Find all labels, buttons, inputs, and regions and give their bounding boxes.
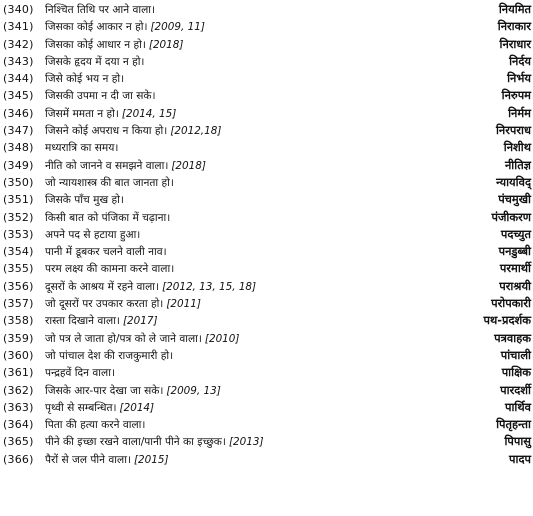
entry-phrase	[45, 332, 239, 346]
entry-phrase	[45, 418, 148, 432]
list-item	[3, 452, 531, 469]
one-word-substitute: निरपराध	[495, 123, 531, 138]
phrase-text: पानी में डूबकर चलने वाली नाव।	[45, 246, 167, 259]
one-word-substitute: पितृहन्ता	[496, 417, 531, 432]
entry-number: (365)	[3, 435, 34, 449]
exam-year-reference: [2014]	[119, 401, 155, 414]
one-word-substitute: पाक्षिक	[501, 365, 531, 380]
one-word-substitute: निर्दय	[509, 53, 531, 68]
entry-phrase	[45, 193, 127, 207]
one-word-substitute: पराश्रयी	[499, 278, 531, 293]
list-item	[3, 279, 531, 296]
list-item	[3, 88, 531, 105]
entry-number: (346)	[3, 106, 34, 120]
one-word-substitute: नीतिज्ञ	[504, 157, 531, 172]
entry-number: (348)	[3, 141, 34, 155]
entry-number: (363)	[3, 400, 34, 414]
entry-phrase	[45, 55, 147, 69]
entry-number: (355)	[3, 262, 34, 276]
entry-phrase	[45, 280, 256, 294]
entry-number: (350)	[3, 175, 34, 189]
phrase-text: जिसने कोई अपराध न किया हो।	[45, 125, 168, 138]
entry-number: (358)	[3, 314, 34, 328]
phrase-text: जो दूसरों पर उपकार करता हो।	[45, 298, 164, 311]
phrase-text: नीति को जानने व समझने वाला।	[45, 159, 169, 172]
entry-phrase	[45, 89, 159, 103]
phrase-text: पृथ्वी से सम्बन्धित।	[45, 401, 117, 414]
list-item	[3, 175, 531, 192]
entry-number: (357)	[3, 297, 34, 311]
document-page	[3, 2, 531, 469]
exam-year-reference: [2014, 15]	[121, 107, 177, 120]
phrase-text: जिसके हृदय में दया न हो।	[45, 55, 145, 68]
list-item	[3, 261, 531, 278]
one-word-substitute: पारदर्शी	[500, 382, 531, 397]
list-item	[3, 244, 531, 261]
list-item	[3, 383, 531, 400]
exam-year-reference: [2012,18]	[170, 125, 222, 138]
exam-year-reference: [2011]	[166, 298, 201, 311]
exam-year-reference: [2010]	[204, 332, 240, 345]
phrase-text: जो पत्र ले जाता हो/पत्र को ले जाने वाला।	[45, 332, 202, 345]
phrase-text: जिसमें ममता न हो।	[45, 107, 119, 120]
entry-phrase	[45, 453, 169, 467]
phrase-text: जिसका कोई आधार न हो।	[45, 38, 146, 51]
one-word-substitute: परमार्थी	[499, 261, 531, 276]
one-word-substitute: पिपासु	[504, 434, 531, 449]
phrase-text: जिसे कोई भय न हो।	[45, 73, 125, 86]
list-item	[3, 331, 531, 348]
one-word-substitute: निर्भय	[507, 71, 531, 86]
list-item	[3, 313, 531, 330]
exam-year-reference: [2009, 11]	[150, 21, 205, 34]
entry-phrase	[45, 141, 121, 155]
list-item	[3, 71, 531, 88]
entry-phrase	[45, 262, 177, 276]
entry-number: (353)	[3, 227, 34, 241]
entry-number: (361)	[3, 366, 34, 380]
one-word-substitute: पंचमुखी	[498, 192, 531, 207]
entry-phrase	[45, 228, 143, 242]
list-item	[3, 348, 531, 365]
one-word-substitute: परोपकारी	[491, 296, 531, 311]
list-item	[3, 140, 531, 157]
one-word-substitute: पदच्युत	[500, 226, 531, 241]
entry-number: (364)	[3, 418, 34, 432]
list-item	[3, 158, 531, 175]
list-item	[3, 434, 531, 451]
exam-year-reference: [2012, 13, 15, 18]	[162, 280, 257, 293]
one-word-substitute: पत्रवाहक	[494, 330, 531, 345]
entry-phrase	[45, 297, 201, 311]
entry-phrase	[45, 401, 154, 415]
one-word-substitute: निशीथ	[503, 140, 531, 155]
entry-number: (356)	[3, 279, 34, 293]
list-item	[3, 210, 531, 227]
entry-phrase	[45, 435, 264, 449]
one-word-substitute: नियमित	[498, 2, 531, 16]
entry-phrase	[45, 20, 205, 34]
one-word-substitute: पादप	[509, 451, 531, 466]
entry-phrase	[45, 366, 118, 380]
list-item	[3, 296, 531, 313]
one-word-substitute: निराधार	[499, 36, 531, 51]
entry-phrase	[45, 72, 127, 86]
entry-phrase	[45, 176, 177, 190]
entry-phrase	[45, 107, 176, 121]
entry-phrase	[45, 314, 158, 328]
exam-year-reference: [2015]	[133, 453, 169, 466]
list-item	[3, 192, 531, 209]
phrase-text: परम लक्ष्य की कामना करने वाला।	[45, 263, 175, 276]
entry-number: (360)	[3, 348, 34, 362]
list-item	[3, 123, 531, 140]
one-word-substitute: पनडुब्बी	[498, 244, 531, 259]
entry-number: (344)	[3, 72, 34, 86]
entry-phrase	[45, 384, 221, 398]
one-word-substitute: पंजीकरण	[491, 209, 531, 224]
entry-number: (343)	[3, 54, 34, 68]
phrase-text: जो पांचाल देश की राजकुमारी हो।	[45, 349, 174, 362]
phrase-text: पिता की हत्या करने वाला।	[45, 419, 146, 432]
entry-number: (366)	[3, 452, 34, 466]
exam-year-reference: [2017]	[122, 315, 158, 328]
phrase-text: जिसकी उपमा न दी जा सके।	[45, 90, 156, 103]
entry-phrase	[45, 38, 183, 52]
exam-year-reference: [2009, 13]	[166, 384, 221, 397]
exam-year-reference: [2018]	[171, 159, 206, 172]
phrase-text: पैरों से जल पीने वाला।	[45, 453, 131, 466]
list-item	[3, 365, 531, 382]
list-item	[3, 2, 531, 19]
one-word-substitute: पथ-प्रदर्शक	[483, 313, 531, 328]
list-item	[3, 227, 531, 244]
one-word-substitute: न्यायविद्	[496, 174, 531, 189]
list-item	[3, 37, 531, 54]
entry-phrase	[45, 349, 176, 363]
phrase-text: जो न्यायशास्त्र की बात जानता हो।	[45, 176, 174, 189]
entry-phrase	[45, 211, 173, 225]
one-word-substitute: पांचाली	[500, 347, 531, 362]
phrase-text: पीने की इच्छा रखने वाला/पानी पीने का इच्छुक।	[45, 436, 226, 449]
entry-phrase	[45, 3, 158, 17]
phrase-text: रास्ता दिखाने वाला।	[45, 315, 120, 328]
one-word-substitute: निर्मम	[508, 105, 531, 120]
list-item	[3, 54, 531, 71]
list-item	[3, 19, 531, 36]
phrase-text: जिसके आर-पार देखा जा सके।	[45, 384, 164, 397]
phrase-text: किसी बात को पंजिका में चढ़ाना।	[45, 211, 171, 224]
phrase-text: अपने पद से हटाया हुआ।	[45, 228, 141, 241]
exam-year-reference: [2013]	[228, 436, 264, 449]
entry-phrase	[45, 245, 170, 259]
phrase-text: पन्द्रहवें दिन वाला।	[45, 367, 115, 380]
entry-number: (340)	[3, 3, 34, 16]
list-item	[3, 400, 531, 417]
list-item	[3, 417, 531, 434]
list-item	[3, 106, 531, 123]
phrase-text: जिसका कोई आकार न हो।	[45, 21, 148, 34]
entry-number: (352)	[3, 210, 34, 224]
phrase-text: मध्यरात्रि का समय।	[45, 142, 119, 155]
entry-phrase	[45, 124, 221, 138]
one-word-substitute: पार्थिव	[505, 399, 531, 414]
one-word-substitute: निराकार	[497, 19, 531, 34]
entry-number: (345)	[3, 89, 34, 103]
phrase-text: जिसके पाँच मुख हो।	[45, 194, 124, 207]
entry-number: (351)	[3, 193, 34, 207]
one-word-substitute: निरुपम	[501, 88, 531, 103]
entry-number: (349)	[3, 158, 34, 172]
entry-number: (359)	[3, 331, 34, 345]
phrase-text: निश्चित तिथि पर आने वाला।	[45, 4, 156, 16]
entry-number: (347)	[3, 124, 34, 138]
entry-number: (341)	[3, 20, 34, 34]
entry-number: (342)	[3, 37, 34, 51]
entry-phrase	[45, 159, 206, 173]
phrase-text: दूसरों के आश्रय में रहने वाला।	[45, 280, 160, 293]
entry-number: (354)	[3, 245, 34, 259]
exam-year-reference: [2018]	[148, 38, 184, 51]
entry-number: (362)	[3, 383, 34, 397]
